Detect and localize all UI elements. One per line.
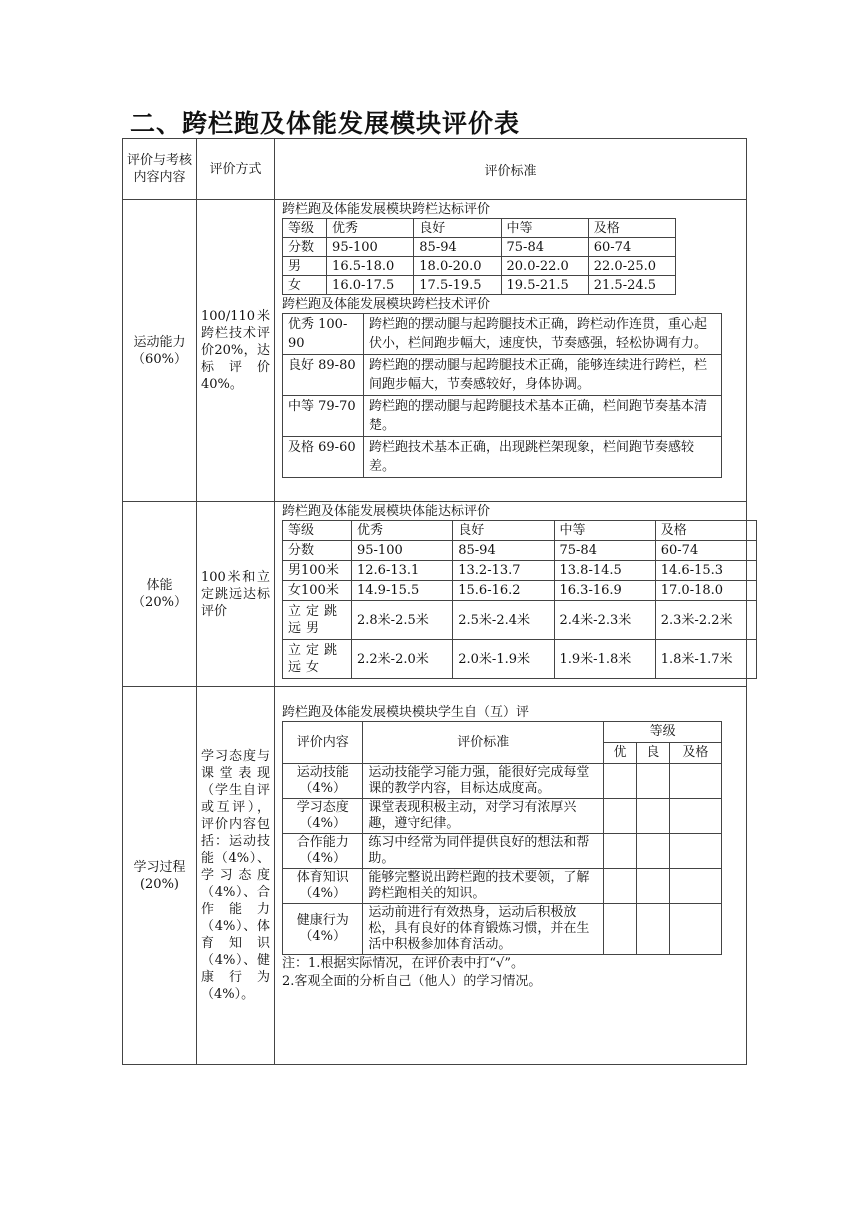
table-cell: 分数 bbox=[283, 541, 352, 561]
header-row bbox=[123, 139, 747, 200]
section-motor-ability bbox=[123, 200, 747, 502]
table-row bbox=[283, 437, 722, 478]
tech-desc-cell: 跨栏跑的摆动腿与起跨腿技术正确，能够连续进行跨栏，栏间跑步幅大，节奏感较好，身体协调。 bbox=[364, 355, 722, 396]
table-cell: 14.6-15.3 bbox=[655, 561, 756, 581]
table-row bbox=[283, 561, 757, 581]
grade-checkbox-cell[interactable] bbox=[669, 904, 721, 955]
tech-grade-cell: 优秀 100-90 bbox=[283, 314, 364, 355]
grade-checkbox-cell[interactable] bbox=[669, 869, 721, 904]
hurdle-tech-title: 跨栏跑及体能发展模块跨栏技术评价 bbox=[282, 297, 491, 312]
table-row bbox=[283, 219, 676, 238]
table-row bbox=[283, 257, 676, 276]
header-method: 评价方式 bbox=[197, 139, 275, 200]
self-eval-head-grade: 等级 bbox=[604, 722, 722, 743]
section3-label: 学习过程(20%) bbox=[123, 687, 197, 1065]
table-cell: 女100米 bbox=[283, 581, 352, 601]
self-eval-item-cell: 学习态度（4%） bbox=[283, 799, 363, 834]
table-cell: 75-84 bbox=[554, 541, 655, 561]
grade-col-pass: 及格 bbox=[669, 743, 721, 764]
fitness-standard-table bbox=[282, 520, 757, 679]
table-cell: 16.3-16.9 bbox=[554, 581, 655, 601]
table-row bbox=[283, 834, 722, 869]
grade-checkbox-cell[interactable] bbox=[669, 764, 721, 799]
tech-grade-cell: 良好 89-80 bbox=[283, 355, 364, 396]
self-eval-head-standard: 评价标准 bbox=[363, 722, 604, 764]
tech-desc-cell: 跨栏跑技术基本正确，出现跳栏架现象，栏间跑节奏感较差。 bbox=[364, 437, 722, 478]
section1-label: 运动能力（60%） bbox=[123, 200, 197, 502]
table-cell: 14.9-15.5 bbox=[352, 581, 453, 601]
section-fitness bbox=[123, 502, 747, 687]
table-cell: 2.8米-2.5米 bbox=[352, 601, 453, 640]
grade-checkbox-cell[interactable] bbox=[636, 869, 669, 904]
table-row bbox=[283, 640, 757, 679]
grade-checkbox-cell[interactable] bbox=[604, 904, 637, 955]
table-cell: 95-100 bbox=[327, 238, 414, 257]
table-cell: 1.9米-1.8米 bbox=[554, 640, 655, 679]
table-cell: 16.5-18.0 bbox=[327, 257, 414, 276]
fitness-standard-title: 跨栏跑及体能发展模块体能达标评价 bbox=[282, 504, 491, 519]
self-eval-title: 跨栏跑及体能发展模块模块学生自（互）评 bbox=[282, 705, 530, 720]
table-cell: 60-74 bbox=[588, 238, 675, 257]
table-cell: 2.4米-2.3米 bbox=[554, 601, 655, 640]
table-cell: 15.6-16.2 bbox=[453, 581, 554, 601]
table-row bbox=[283, 799, 722, 834]
tech-grade-cell: 中等 79-70 bbox=[283, 396, 364, 437]
table-cell: 优秀 bbox=[327, 219, 414, 238]
hurdle-tech-table bbox=[282, 313, 722, 478]
self-eval-table bbox=[282, 721, 722, 955]
table-cell: 及格 bbox=[588, 219, 675, 238]
table-cell: 19.5-21.5 bbox=[501, 276, 588, 295]
table-row bbox=[283, 904, 722, 955]
self-eval-desc-cell: 练习中经常为同伴提供良好的想法和帮助。 bbox=[363, 834, 604, 869]
grade-col-good: 良 bbox=[636, 743, 669, 764]
table-cell: 75-84 bbox=[501, 238, 588, 257]
table-cell: 良好 bbox=[453, 521, 554, 541]
table-cell: 12.6-13.1 bbox=[352, 561, 453, 581]
grade-checkbox-cell[interactable] bbox=[636, 764, 669, 799]
table-row bbox=[283, 314, 722, 355]
self-eval-desc-cell: 课堂表现积极主动，对学习有浓厚兴趣，遵守纪律。 bbox=[363, 799, 604, 834]
table-cell: 17.0-18.0 bbox=[655, 581, 756, 601]
self-eval-item-cell: 运动技能（4%） bbox=[283, 764, 363, 799]
table-cell: 85-94 bbox=[453, 541, 554, 561]
table-cell: 2.5米-2.4米 bbox=[453, 601, 554, 640]
table-cell: 立定跳远女 bbox=[283, 640, 352, 679]
table-cell: 优秀 bbox=[352, 521, 453, 541]
table-cell: 16.0-17.5 bbox=[327, 276, 414, 295]
table-row bbox=[283, 276, 676, 295]
tech-grade-cell: 及格 69-60 bbox=[283, 437, 364, 478]
section2-label: 体能（20%） bbox=[123, 502, 197, 687]
self-eval-desc-cell: 运动前进行有效热身，运动后积极放松，具有良好的体育锻炼习惯，并在生活中积极参加体育活动。 bbox=[363, 904, 604, 955]
table-cell: 21.5-24.5 bbox=[588, 276, 675, 295]
note-line-2: 2.客观全面的分析自己（他人）的学习情况。 bbox=[282, 974, 542, 989]
grade-col-excellent: 优 bbox=[604, 743, 637, 764]
self-eval-item-cell: 健康行为（4%） bbox=[283, 904, 363, 955]
table-cell: 13.2-13.7 bbox=[453, 561, 554, 581]
grade-checkbox-cell[interactable] bbox=[636, 904, 669, 955]
hurdle-standard-title: 跨栏跑及体能发展模块跨栏达标评价 bbox=[282, 202, 491, 217]
table-row bbox=[283, 764, 722, 799]
table-cell: 2.0米-1.9米 bbox=[453, 640, 554, 679]
page-title: 二、跨栏跑及体能发展模块评价表 bbox=[130, 109, 521, 138]
table-row bbox=[283, 355, 722, 396]
grade-checkbox-cell[interactable] bbox=[636, 834, 669, 869]
header-content: 评价与考核内容内容 bbox=[123, 139, 197, 200]
section1-standard bbox=[275, 200, 747, 502]
table-cell: 20.0-22.0 bbox=[501, 257, 588, 276]
self-eval-item-cell: 体育知识（4%） bbox=[283, 869, 363, 904]
section3-standard bbox=[275, 687, 747, 1065]
table-cell: 22.0-25.0 bbox=[588, 257, 675, 276]
table-cell: 17.5-19.5 bbox=[414, 276, 501, 295]
section-learning-process bbox=[123, 687, 747, 1065]
table-cell: 1.8米-1.7米 bbox=[655, 640, 756, 679]
self-eval-item-cell: 合作能力（4%） bbox=[283, 834, 363, 869]
table-cell: 18.0-20.0 bbox=[414, 257, 501, 276]
table-cell: 男 bbox=[283, 257, 327, 276]
section3-method: 学习态度与课堂表现（学生自评或互评），评价内容包括：运动技能（4%）、学习态度（4%）、合作能力（4%）、体育知识（4%）、健康行为（4%）。 bbox=[197, 687, 275, 1065]
grade-checkbox-cell[interactable] bbox=[604, 869, 637, 904]
table-cell: 等级 bbox=[283, 219, 327, 238]
table-row bbox=[283, 581, 757, 601]
self-eval-head-content: 评价内容 bbox=[283, 722, 363, 764]
grade-checkbox-cell[interactable] bbox=[604, 834, 637, 869]
header-standard: 评价标准 bbox=[275, 139, 747, 200]
table-cell: 良好 bbox=[414, 219, 501, 238]
grade-checkbox-cell[interactable] bbox=[636, 799, 669, 834]
table-cell: 等级 bbox=[283, 521, 352, 541]
table-row bbox=[283, 601, 757, 640]
table-row bbox=[283, 541, 757, 561]
grade-checkbox-cell[interactable] bbox=[604, 764, 637, 799]
table-row bbox=[283, 396, 722, 437]
table-cell: 2.3米-2.2米 bbox=[655, 601, 756, 640]
table-cell: 2.2米-2.0米 bbox=[352, 640, 453, 679]
table-cell: 13.8-14.5 bbox=[554, 561, 655, 581]
table-cell: 男100米 bbox=[283, 561, 352, 581]
table-cell: 女 bbox=[283, 276, 327, 295]
tech-desc-cell: 跨栏跑的摆动腿与起跨腿技术正确，跨栏动作连贯，重心起伏小，栏间跑步幅大，速度快，节奏感强，轻松协调有力。 bbox=[364, 314, 722, 355]
table-cell: 60-74 bbox=[655, 541, 756, 561]
table-cell: 中等 bbox=[554, 521, 655, 541]
grade-checkbox-cell[interactable] bbox=[669, 834, 721, 869]
tech-desc-cell: 跨栏跑的摆动腿与起跨腿技术基本正确，栏间跑节奏基本清楚。 bbox=[364, 396, 722, 437]
table-cell: 85-94 bbox=[414, 238, 501, 257]
hurdle-standard-table bbox=[282, 218, 676, 295]
grade-checkbox-cell[interactable] bbox=[669, 799, 721, 834]
note-line-1: 注：1.根据实际情况，在评价表中打“√”。 bbox=[282, 956, 524, 971]
table-cell: 分数 bbox=[283, 238, 327, 257]
self-eval-desc-cell: 运动技能学习能力强，能很好完成每堂课的教学内容，目标达成度高。 bbox=[363, 764, 604, 799]
section1-method: 100/110米跨栏技术评价20%，达标评价40%。 bbox=[197, 200, 275, 502]
evaluation-table bbox=[122, 138, 747, 1065]
table-cell: 及格 bbox=[655, 521, 756, 541]
table-row bbox=[283, 869, 722, 904]
section2-method: 100米和立定跳远达标评价 bbox=[197, 502, 275, 687]
self-eval-head-row-1 bbox=[283, 722, 722, 743]
table-row bbox=[283, 238, 676, 257]
table-cell: 95-100 bbox=[352, 541, 453, 561]
table-cell: 立定跳远男 bbox=[283, 601, 352, 640]
table-cell: 中等 bbox=[501, 219, 588, 238]
self-eval-desc-cell: 能够完整说出跨栏跑的技术要领，了解跨栏跑相关的知识。 bbox=[363, 869, 604, 904]
table-row bbox=[283, 521, 757, 541]
grade-checkbox-cell[interactable] bbox=[604, 799, 637, 834]
section2-standard bbox=[275, 502, 747, 687]
